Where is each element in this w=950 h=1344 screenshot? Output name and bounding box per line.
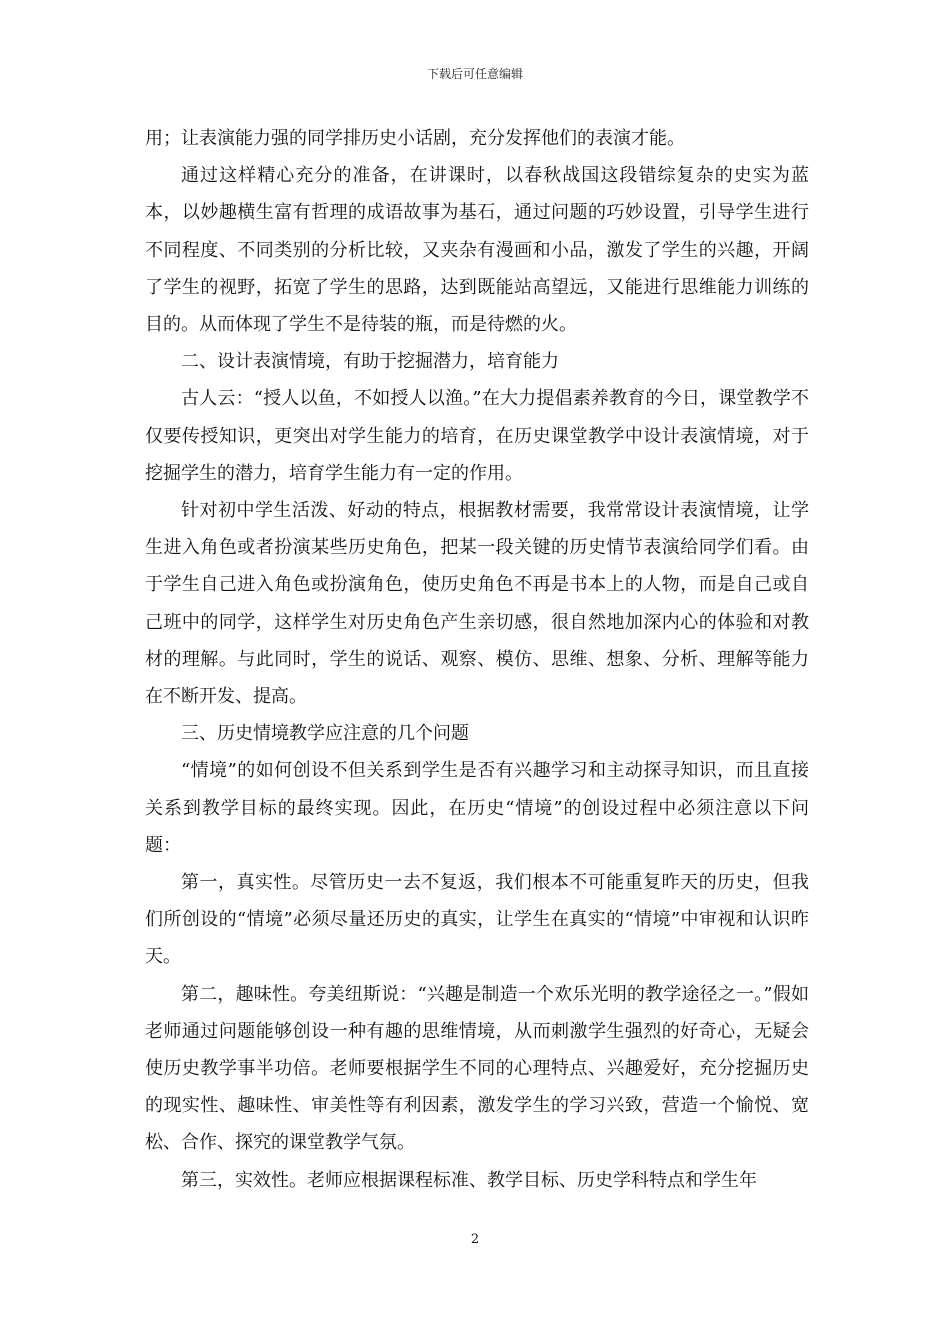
page-number: 2 [470,1232,480,1247]
paragraph-7: 第二，趣味性。夸美纽斯说：“兴趣是制造一个欢乐光明的教学途径之一。”假如老师通过问题能够创设一种有趣的思维情境，从而刺激学生强烈的好奇心，无疑会使历史教学事半功倍。老师要根据学生不同的心理特点、兴趣爱好，充分挖掘历史的现实性、趣味性、审美性等有利因素，激发学生的学习兴致，营造一个愉悦、宽松、合作、探究的课堂教学气氛。 [145,983,809,1154]
page-header: 下载后可任意编辑 [426,67,523,81]
paragraph-2: 通过这样精心充分的准备，在讲课时，以春秋战国这段错综复杂的史实为蓝本，以妙趣横生富有哲理的成语故事为基石，通过问题的巧妙设置，引导学生进行不同程度、不同类别的分析比较，又夹杂有漫画和小品，激发了学生的兴趣，开阔了学生的视野，拓宽了学生的思路，达到既能站高望远，又能进行思维能力训练的目的。从而体现了学生不是待装的瓶，而是待燃的火。 [145,165,809,336]
section-heading-3: 三、历史情境教学应注意的几个问题 [181,723,469,745]
section-heading-2: 二、设计表演情境，有助于挖掘潜力，培育能力 [181,351,559,373]
paragraph-4: 针对初中学生活泼、好动的特点，根据教材需要，我常常设计表演情境，让学生进入角色或者扮演某些历史角色，把某一段关键的历史情节表演给同学们看。由于学生自己进入角色或扮演角色，使历史角色不再是书本上的人物，而是自己或自己班中的同学，这样学生对历史角色产生亲切感，很自然地加深内心的体验和对教材的理解。与此同时，学生的说话、观察、模仿、思维、想象、分析、理解等能力在不断开发、提高。 [145,500,809,708]
paragraph-6: 第一，真实性。尽管历史一去不复返，我们根本不可能重复昨天的历史，但我们所创设的“情境”必须尽量还历史的真实，让学生在真实的“情境”中审视和认识昨天。 [145,872,809,968]
paragraph-5: “情境”的如何创设不但关系到学生是否有兴趣学习和主动探寻知识，而且直接关系到教学目标的最终实现。因此，在历史“情境”的创设过程中必须注意以下问题： [145,760,809,856]
paragraph-3: 古人云：“授人以鱼，不如授人以渔。”在大力提倡素养教育的今日，课堂教学不仅要传授知识，更突出对学生能力的培育，在历史课堂教学中设计表演情境，对于挖掘学生的潜力，培育学生能力有一定的作用。 [145,388,809,484]
paragraph-8: 第三，实效性。老师应根据课程标准、教学目标、历史学科特点和学生年 [181,1169,757,1191]
paragraph-1: 用；让表演能力强的同学排历史小话剧，充分发挥他们的表演才能。 [145,128,685,149]
document-body [145,120,809,1199]
